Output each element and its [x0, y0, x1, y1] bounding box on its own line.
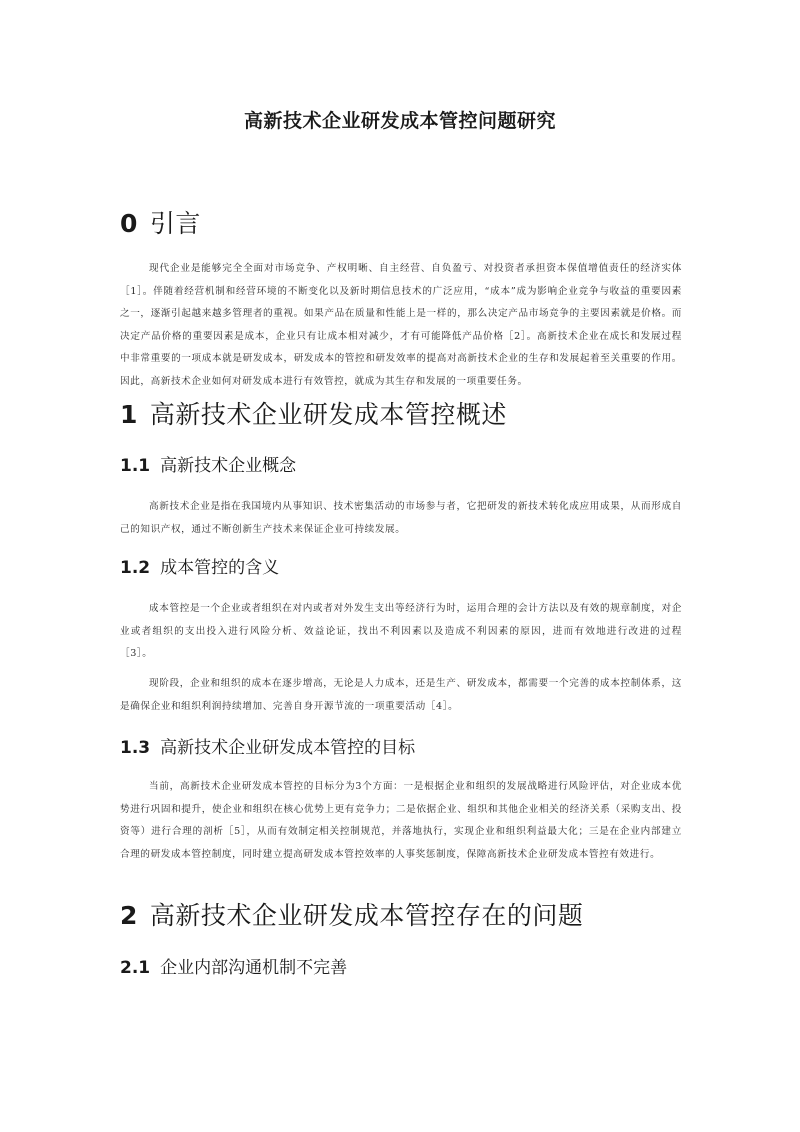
subsection-heading-2-1 [120, 953, 347, 978]
section-title: 引言 [149, 209, 201, 238]
subsection-heading-1-3 [120, 733, 415, 758]
paragraph: 现阶段，企业和组织的成本在逐步增高，无论是人力成本，还是生产、研发成本，都需要一个完善的成本控制体系，这是确保企业和组织利润持续增加、完善自身开源节流的一项重要活动［4］。 [120, 678, 682, 712]
section-heading-0 [120, 204, 201, 240]
paragraph: 现代企业是能够完全全面对市场竞争、产权明晰、自主经营、自负盈亏、对投资者承担资本保值增值责任的经济实体［1］。伴随着经营机制和经营环境的不断变化以及新时期信息技术的广泛应用，“成本”成为影响企业竞争与收益的重要因素之一，逐渐引起越来越多管理者的重视。如果产品在质量和性能上是一样的，那么决定产品市场竞争的主要因素就是价格。而决定产品价格的重要因素是成本，企业只有让成本相对减少，才有可能降低产品价格［2］。高新技术企业在成长和发展过程中非常重要的一项成本就是研发成本，研发成本的管控和研发效率的提高对高新技术企业的生存和发展起着至关重要的作用。因此，高新技术企业如何对研发成本进行有效管控，就成为其生存和发展的一项重要任务。 [120, 263, 682, 387]
section-number: 1 [120, 400, 138, 429]
paragraph: 成本管控是一个企业或者组织在对内或者对外发生支出等经济行为时，运用合理的会计方法以及有效的规章制度，对企业或者组织的支出投入进行风险分析、效益论证，找出不利因素以及造成不利因素的原因，进而有效地进行改进的过程［3］。 [120, 603, 682, 660]
subsection-title: 高新技术企业研发成本管控的目标 [160, 738, 416, 758]
section-heading-1 [120, 395, 507, 431]
subsection-number: 2.1 [120, 958, 151, 978]
page-title: 高新技术企业研发成本管控问题研究 [243, 110, 556, 132]
subsection-number: 1.3 [120, 738, 151, 758]
paragraph: 当前，高新技术企业研发成本管控的目标分为3个方面：一是根据企业和组织的发展战略进行风险评估，对企业成本优势进行巩固和提升，使企业和组织在核心优势上更有竞争力；二是依据企业、组织和其他企业相关的经济关系（采购支出、投资等）进行合理的剖析［5］，从而有效制定相关控制规范，并落地执行，实现企业和组织利益最大化；三是在企业内部建立合理的研发成本管控制度，同时建立提高研发成本管控效率的人事奖惩制度，保障高新技术企业研发成本管控有效进行。 [120, 781, 682, 860]
subsection-title: 高新技术企业概念 [160, 456, 297, 476]
section-heading-2 [120, 896, 583, 932]
section-title: 高新技术企业研发成本管控概述 [149, 400, 507, 429]
section-number: 0 [120, 209, 138, 238]
subsection-number: 1.2 [120, 558, 151, 578]
subsection-title: 成本管控的含义 [160, 558, 280, 578]
section-title: 高新技术企业研发成本管控存在的问题 [149, 901, 584, 930]
section-number: 2 [120, 901, 138, 930]
subsection-number: 1.1 [120, 456, 151, 476]
subsection-heading-1-2 [120, 553, 279, 578]
paragraph: 高新技术企业是指在我国境内从事知识、技术密集活动的市场参与者，它把研发的新技术转化成应用成果，从而形成自己的知识产权，通过不断创新生产技术来保证企业可持续发展。 [120, 501, 682, 535]
subsection-title: 企业内部沟通机制不完善 [160, 958, 348, 978]
subsection-heading-1-1 [120, 451, 296, 476]
